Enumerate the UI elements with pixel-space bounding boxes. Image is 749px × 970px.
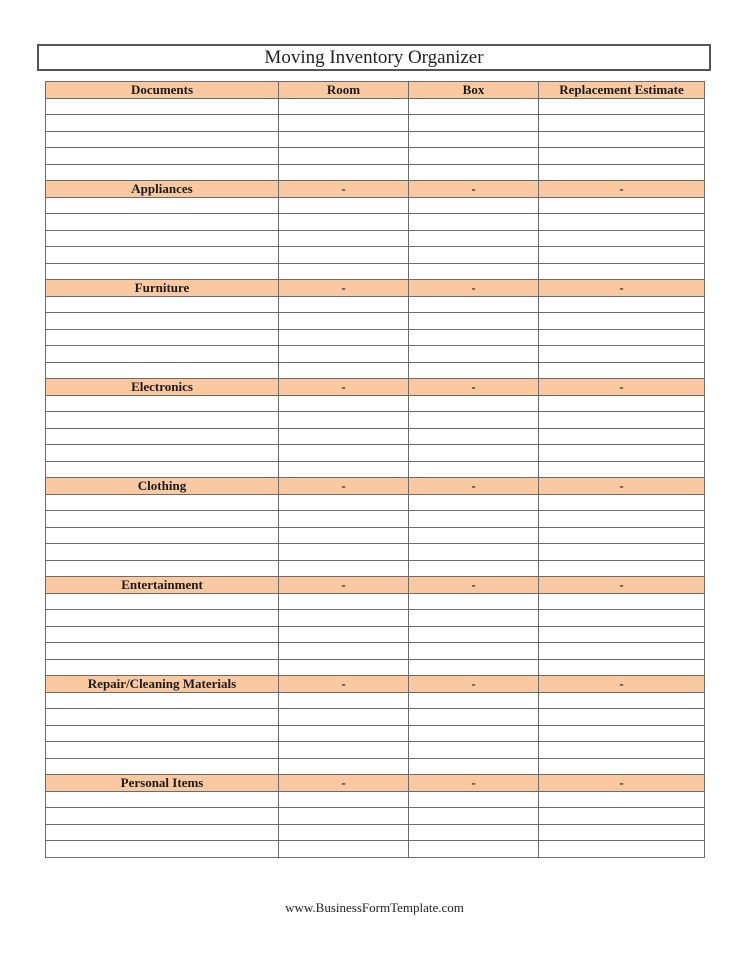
inventory-entry-row [46, 164, 705, 181]
box-cell[interactable] [409, 214, 539, 231]
section-header-row [46, 379, 705, 396]
column-header: Room [279, 82, 409, 99]
box-cell[interactable] [409, 428, 539, 445]
room-cell[interactable] [279, 610, 409, 627]
estimate-cell[interactable] [539, 659, 705, 676]
box-cell[interactable] [409, 610, 539, 627]
item-cell[interactable] [46, 230, 279, 247]
box-cell[interactable] [409, 412, 539, 429]
estimate-cell[interactable] [539, 362, 705, 379]
item-cell[interactable] [46, 659, 279, 676]
inventory-entry-row [46, 395, 705, 412]
item-cell[interactable] [46, 610, 279, 627]
box-cell[interactable] [409, 346, 539, 363]
estimate-cell[interactable] [539, 131, 705, 148]
inventory-entry-row [46, 742, 705, 759]
section-placeholder-dash: - [539, 775, 705, 792]
item-cell[interactable] [46, 808, 279, 825]
estimate-cell[interactable] [539, 758, 705, 775]
section-label: Clothing [46, 478, 279, 495]
box-cell[interactable] [409, 841, 539, 858]
inventory-entry-row [46, 610, 705, 627]
inventory-entry-row [46, 131, 705, 148]
inventory-table-body [46, 82, 705, 858]
section-placeholder-dash: - [279, 775, 409, 792]
estimate-cell[interactable] [539, 115, 705, 132]
section-placeholder-dash: - [279, 280, 409, 297]
room-cell[interactable] [279, 593, 409, 610]
section-placeholder-dash: - [409, 181, 539, 198]
item-cell[interactable] [46, 164, 279, 181]
room-cell[interactable] [279, 247, 409, 264]
box-cell[interactable] [409, 313, 539, 330]
box-cell[interactable] [409, 131, 539, 148]
item-cell[interactable] [46, 791, 279, 808]
room-cell[interactable] [279, 197, 409, 214]
estimate-cell[interactable] [539, 593, 705, 610]
box-cell[interactable] [409, 329, 539, 346]
room-cell[interactable] [279, 164, 409, 181]
room-cell[interactable] [279, 346, 409, 363]
item-cell[interactable] [46, 214, 279, 231]
section-header-row [46, 478, 705, 495]
inventory-entry-row [46, 527, 705, 544]
room-cell[interactable] [279, 659, 409, 676]
box-cell[interactable] [409, 395, 539, 412]
estimate-cell[interactable] [539, 428, 705, 445]
section-placeholder-dash: - [539, 478, 705, 495]
inventory-entry-row [46, 659, 705, 676]
item-cell[interactable] [46, 758, 279, 775]
inventory-entry-row [46, 329, 705, 346]
item-cell[interactable] [46, 709, 279, 726]
item-cell[interactable] [46, 692, 279, 709]
item-cell[interactable] [46, 527, 279, 544]
inventory-entry-row [46, 230, 705, 247]
section-placeholder-dash: - [409, 676, 539, 693]
box-cell[interactable] [409, 115, 539, 132]
section-placeholder-dash: - [279, 478, 409, 495]
room-cell[interactable] [279, 131, 409, 148]
box-cell[interactable] [409, 742, 539, 759]
estimate-cell[interactable] [539, 626, 705, 643]
estimate-cell[interactable] [539, 841, 705, 858]
inventory-entry-row [46, 511, 705, 528]
room-cell[interactable] [279, 263, 409, 280]
box-cell[interactable] [409, 791, 539, 808]
box-cell[interactable] [409, 148, 539, 165]
inventory-entry-row [46, 263, 705, 280]
item-cell[interactable] [46, 131, 279, 148]
inventory-entry-row [46, 725, 705, 742]
room-cell[interactable] [279, 758, 409, 775]
room-cell[interactable] [279, 445, 409, 462]
inventory-entry-row [46, 494, 705, 511]
room-cell[interactable] [279, 841, 409, 858]
room-cell[interactable] [279, 643, 409, 660]
item-cell[interactable] [46, 296, 279, 313]
column-header: Box [409, 82, 539, 99]
estimate-cell[interactable] [539, 511, 705, 528]
estimate-cell[interactable] [539, 247, 705, 264]
section-header-row [46, 280, 705, 297]
item-cell[interactable] [46, 98, 279, 115]
box-cell[interactable] [409, 263, 539, 280]
estimate-cell[interactable] [539, 412, 705, 429]
section-header-row [46, 676, 705, 693]
estimate-cell[interactable] [539, 296, 705, 313]
item-cell[interactable] [46, 263, 279, 280]
box-cell[interactable] [409, 527, 539, 544]
room-cell[interactable] [279, 313, 409, 330]
room-cell[interactable] [279, 329, 409, 346]
room-cell[interactable] [279, 412, 409, 429]
room-cell[interactable] [279, 115, 409, 132]
box-cell[interactable] [409, 164, 539, 181]
item-cell[interactable] [46, 148, 279, 165]
item-cell[interactable] [46, 511, 279, 528]
room-cell[interactable] [279, 511, 409, 528]
section-label: Documents [46, 82, 279, 99]
box-cell[interactable] [409, 824, 539, 841]
estimate-cell[interactable] [539, 148, 705, 165]
box-cell[interactable] [409, 692, 539, 709]
section-placeholder-dash: - [539, 379, 705, 396]
section-placeholder-dash: - [409, 280, 539, 297]
box-cell[interactable] [409, 98, 539, 115]
box-cell[interactable] [409, 659, 539, 676]
box-cell[interactable] [409, 725, 539, 742]
section-placeholder-dash: - [539, 676, 705, 693]
estimate-cell[interactable] [539, 560, 705, 577]
estimate-cell[interactable] [539, 610, 705, 627]
item-cell[interactable] [46, 346, 279, 363]
box-cell[interactable] [409, 560, 539, 577]
item-cell[interactable] [46, 643, 279, 660]
item-cell[interactable] [46, 461, 279, 478]
estimate-cell[interactable] [539, 329, 705, 346]
inventory-entry-row [46, 824, 705, 841]
inventory-entry-row [46, 445, 705, 462]
section-placeholder-dash: - [539, 577, 705, 594]
section-label: Personal Items [46, 775, 279, 792]
estimate-cell[interactable] [539, 395, 705, 412]
room-cell[interactable] [279, 560, 409, 577]
section-placeholder-dash: - [539, 280, 705, 297]
inventory-entry-row [46, 346, 705, 363]
room-cell[interactable] [279, 494, 409, 511]
box-cell[interactable] [409, 461, 539, 478]
item-cell[interactable] [46, 742, 279, 759]
item-cell[interactable] [46, 197, 279, 214]
section-header-row [46, 181, 705, 198]
inventory-entry-row [46, 808, 705, 825]
room-cell[interactable] [279, 544, 409, 561]
inventory-entry-row [46, 791, 705, 808]
estimate-cell[interactable] [539, 527, 705, 544]
section-label: Appliances [46, 181, 279, 198]
box-cell[interactable] [409, 296, 539, 313]
inventory-entry-row [46, 98, 705, 115]
room-cell[interactable] [279, 824, 409, 841]
box-cell[interactable] [409, 494, 539, 511]
box-cell[interactable] [409, 197, 539, 214]
section-placeholder-dash: - [279, 379, 409, 396]
inventory-entry-row [46, 313, 705, 330]
section-placeholder-dash: - [539, 181, 705, 198]
room-cell[interactable] [279, 527, 409, 544]
box-cell[interactable] [409, 758, 539, 775]
section-label: Entertainment [46, 577, 279, 594]
estimate-cell[interactable] [539, 263, 705, 280]
room-cell[interactable] [279, 214, 409, 231]
inventory-entry-row [46, 709, 705, 726]
item-cell[interactable] [46, 560, 279, 577]
item-cell[interactable] [46, 841, 279, 858]
box-cell[interactable] [409, 593, 539, 610]
estimate-cell[interactable] [539, 742, 705, 759]
section-placeholder-dash: - [279, 181, 409, 198]
item-cell[interactable] [46, 593, 279, 610]
inventory-entry-row [46, 626, 705, 643]
inventory-entry-row [46, 296, 705, 313]
section-placeholder-dash: - [279, 676, 409, 693]
estimate-cell[interactable] [539, 197, 705, 214]
inventory-table [45, 81, 705, 858]
inventory-entry-row [46, 841, 705, 858]
estimate-cell[interactable] [539, 544, 705, 561]
column-header: Replacement Estimate [539, 82, 705, 99]
section-placeholder-dash: - [409, 775, 539, 792]
room-cell[interactable] [279, 395, 409, 412]
inventory-entry-row [46, 428, 705, 445]
item-cell[interactable] [46, 412, 279, 429]
item-cell[interactable] [46, 544, 279, 561]
inventory-entry-row [46, 362, 705, 379]
inventory-entry-row [46, 148, 705, 165]
room-cell[interactable] [279, 428, 409, 445]
estimate-cell[interactable] [539, 164, 705, 181]
inventory-entry-row [46, 461, 705, 478]
box-cell[interactable] [409, 808, 539, 825]
item-cell[interactable] [46, 626, 279, 643]
inventory-entry-row [46, 692, 705, 709]
section-header-row [46, 577, 705, 594]
estimate-cell[interactable] [539, 692, 705, 709]
section-placeholder-dash: - [409, 379, 539, 396]
inventory-entry-row [46, 115, 705, 132]
estimate-cell[interactable] [539, 808, 705, 825]
item-cell[interactable] [46, 313, 279, 330]
section-placeholder-dash: - [279, 577, 409, 594]
inventory-entry-row [46, 412, 705, 429]
box-cell[interactable] [409, 362, 539, 379]
inventory-entry-row [46, 758, 705, 775]
box-cell[interactable] [409, 643, 539, 660]
room-cell[interactable] [279, 148, 409, 165]
estimate-cell[interactable] [539, 725, 705, 742]
section-header-row [46, 775, 705, 792]
form-title: Moving Inventory Organizer [37, 44, 711, 71]
room-cell[interactable] [279, 808, 409, 825]
box-cell[interactable] [409, 247, 539, 264]
item-cell[interactable] [46, 395, 279, 412]
estimate-cell[interactable] [539, 313, 705, 330]
item-cell[interactable] [46, 494, 279, 511]
room-cell[interactable] [279, 461, 409, 478]
item-cell[interactable] [46, 115, 279, 132]
inventory-entry-row [46, 214, 705, 231]
room-cell[interactable] [279, 296, 409, 313]
item-cell[interactable] [46, 725, 279, 742]
item-cell[interactable] [46, 428, 279, 445]
estimate-cell[interactable] [539, 445, 705, 462]
item-cell[interactable] [46, 824, 279, 841]
item-cell[interactable] [46, 247, 279, 264]
inventory-entry-row [46, 593, 705, 610]
inventory-entry-row [46, 643, 705, 660]
inventory-entry-row [46, 560, 705, 577]
section-header-row [46, 82, 705, 99]
box-cell[interactable] [409, 511, 539, 528]
room-cell[interactable] [279, 692, 409, 709]
inventory-entry-row [46, 197, 705, 214]
footer-url: www.BusinessFormTemplate.com [285, 900, 464, 915]
estimate-cell[interactable] [539, 824, 705, 841]
estimate-cell[interactable] [539, 494, 705, 511]
room-cell[interactable] [279, 362, 409, 379]
item-cell[interactable] [46, 445, 279, 462]
estimate-cell[interactable] [539, 214, 705, 231]
inventory-entry-row [46, 544, 705, 561]
item-cell[interactable] [46, 362, 279, 379]
estimate-cell[interactable] [539, 791, 705, 808]
room-cell[interactable] [279, 742, 409, 759]
estimate-cell[interactable] [539, 709, 705, 726]
box-cell[interactable] [409, 445, 539, 462]
estimate-cell[interactable] [539, 98, 705, 115]
section-placeholder-dash: - [409, 478, 539, 495]
room-cell[interactable] [279, 98, 409, 115]
section-placeholder-dash: - [409, 577, 539, 594]
item-cell[interactable] [46, 329, 279, 346]
section-label: Electronics [46, 379, 279, 396]
box-cell[interactable] [409, 544, 539, 561]
estimate-cell[interactable] [539, 643, 705, 660]
estimate-cell[interactable] [539, 230, 705, 247]
room-cell[interactable] [279, 709, 409, 726]
estimate-cell[interactable] [539, 346, 705, 363]
inventory-entry-row [46, 247, 705, 264]
room-cell[interactable] [279, 626, 409, 643]
estimate-cell[interactable] [539, 461, 705, 478]
room-cell[interactable] [279, 791, 409, 808]
room-cell[interactable] [279, 725, 409, 742]
box-cell[interactable] [409, 626, 539, 643]
box-cell[interactable] [409, 230, 539, 247]
section-label: Repair/Cleaning Materials [46, 676, 279, 693]
box-cell[interactable] [409, 709, 539, 726]
section-label: Furniture [46, 280, 279, 297]
room-cell[interactable] [279, 230, 409, 247]
